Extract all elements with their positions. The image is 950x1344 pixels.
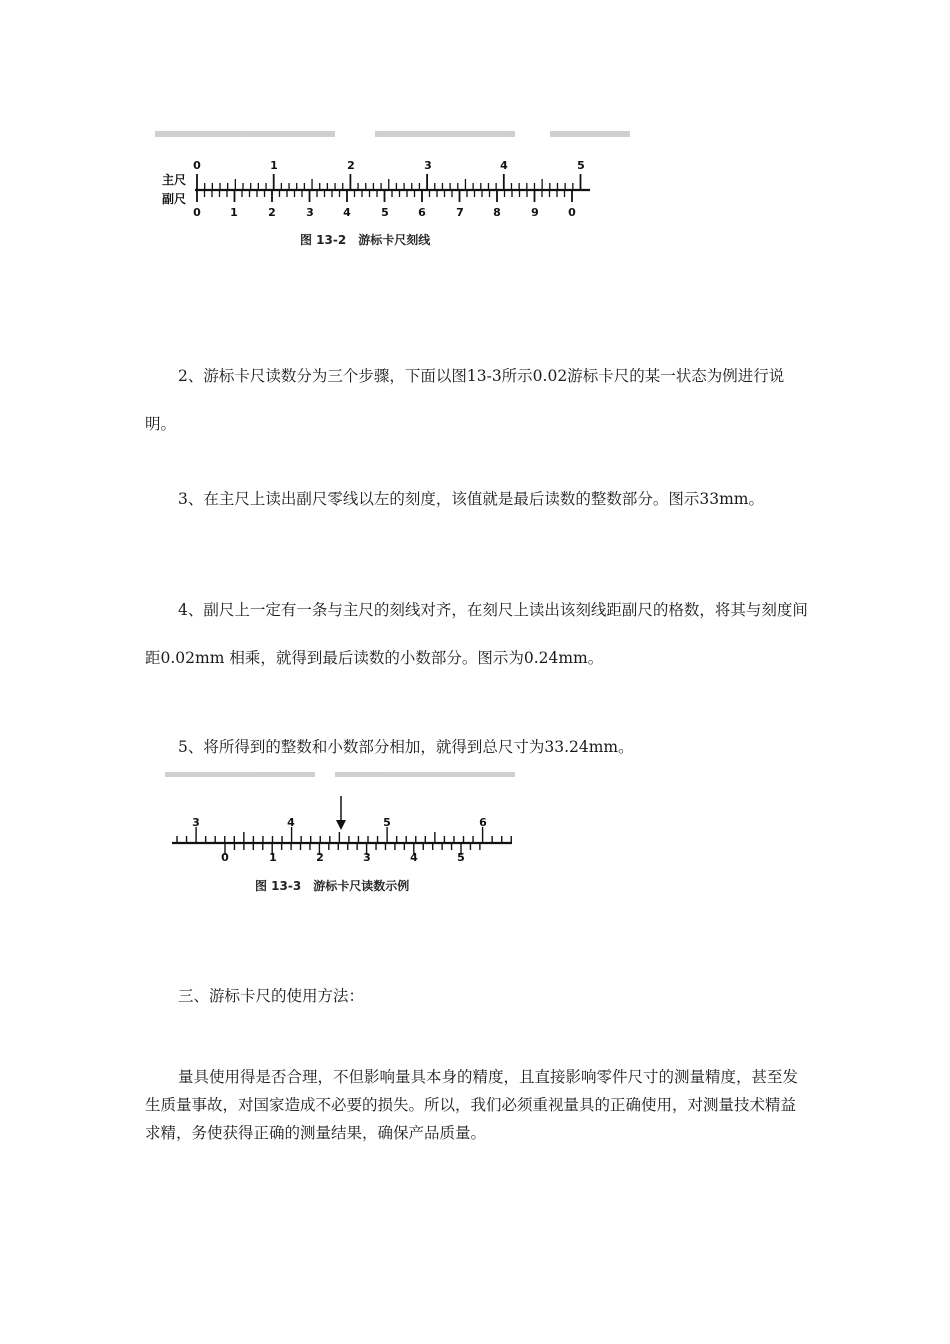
arrow-indicator [336,796,346,830]
vernier-number: 5 [381,206,389,219]
main-number: 3 [424,159,432,172]
vernier-number: 0 [568,206,576,219]
vernier-number: 0 [193,206,201,219]
vernier-number: 9 [531,206,539,219]
paragraph-step-4: 4、副尺上一定有一条与主尺的刻线对齐，在刻尺上读出该刻线距副尺的格数，将其与刻度间距0.02mm 相乘，就得到最后读数的小数部分。图示为0.24mm。 [145,601,808,667]
main-scale-label: 主尺 [162,173,187,187]
vernier-number: 4 [410,851,418,864]
vernier-number: 2 [268,206,276,219]
paragraph-usage: 量具使用得是否合理，不但影响量具本身的精度，且直接影响零件尺寸的测量精度，甚至发生质量事故，对国家造成不必要的损失。所以，我们必须重视量具的正确使用，对测量技术精益求精，务使获得正确的测量结果，确保产品质量。 [145,1068,799,1142]
vernier-number: 3 [363,851,371,864]
figure-13-2 [150,128,640,258]
paragraph-step-5: 5、将所得到的整数和小数部分相加，就得到总尺寸为33.24mm。 [178,738,634,756]
vernier-number: 8 [493,206,501,219]
figure1-caption: 图 13-2 游标卡尺刻线 [300,233,431,247]
vernier-number: 1 [230,206,238,219]
paragraph-step-2: 2、游标卡尺读数分为三个步骤，下面以图13-3所示0.02游标卡尺的某一状态为例进行说明。 [145,367,785,433]
main-number: 6 [479,816,487,829]
figure-13-3 [160,768,530,908]
vernier-number: 4 [343,206,351,219]
vernier-number: 1 [269,851,277,864]
vernier-scale-numbers [221,851,465,864]
main-number: 2 [347,159,355,172]
vernier-number: 7 [456,206,464,219]
vernier-number: 6 [418,206,426,219]
vernier-number: 5 [457,851,465,864]
vernier-scale-numbers [193,206,576,219]
main-number: 4 [287,816,295,829]
main-scale-numbers [193,159,585,172]
main-scale-ticks [197,174,581,190]
figure2-top-scan-strip [165,772,515,777]
section-heading: 三、游标卡尺的使用方法： [178,987,365,1005]
main-number: 3 [192,816,200,829]
main-number: 5 [383,816,391,829]
main-number: 5 [577,159,585,172]
vernier-number: 3 [306,206,314,219]
vernier-scale-ticks [197,190,572,202]
vernier-number: 0 [221,851,229,864]
figure1-top-scan-strip [155,131,630,137]
vernier-scale-label: 副尺 [162,192,187,206]
figure2-caption: 图 13-3 游标卡尺读数示例 [255,879,410,893]
main-number: 0 [193,159,201,172]
main-number: 1 [270,159,278,172]
paragraph-step-3: 3、在主尺上读出副尺零线以左的刻度，该值就是最后读数的整数部分。图示33mm。 [178,490,764,508]
vernier-scale-ticks [225,843,480,855]
main-scale-ticks [177,827,511,843]
main-number: 4 [500,159,508,172]
vernier-number: 2 [316,851,324,864]
